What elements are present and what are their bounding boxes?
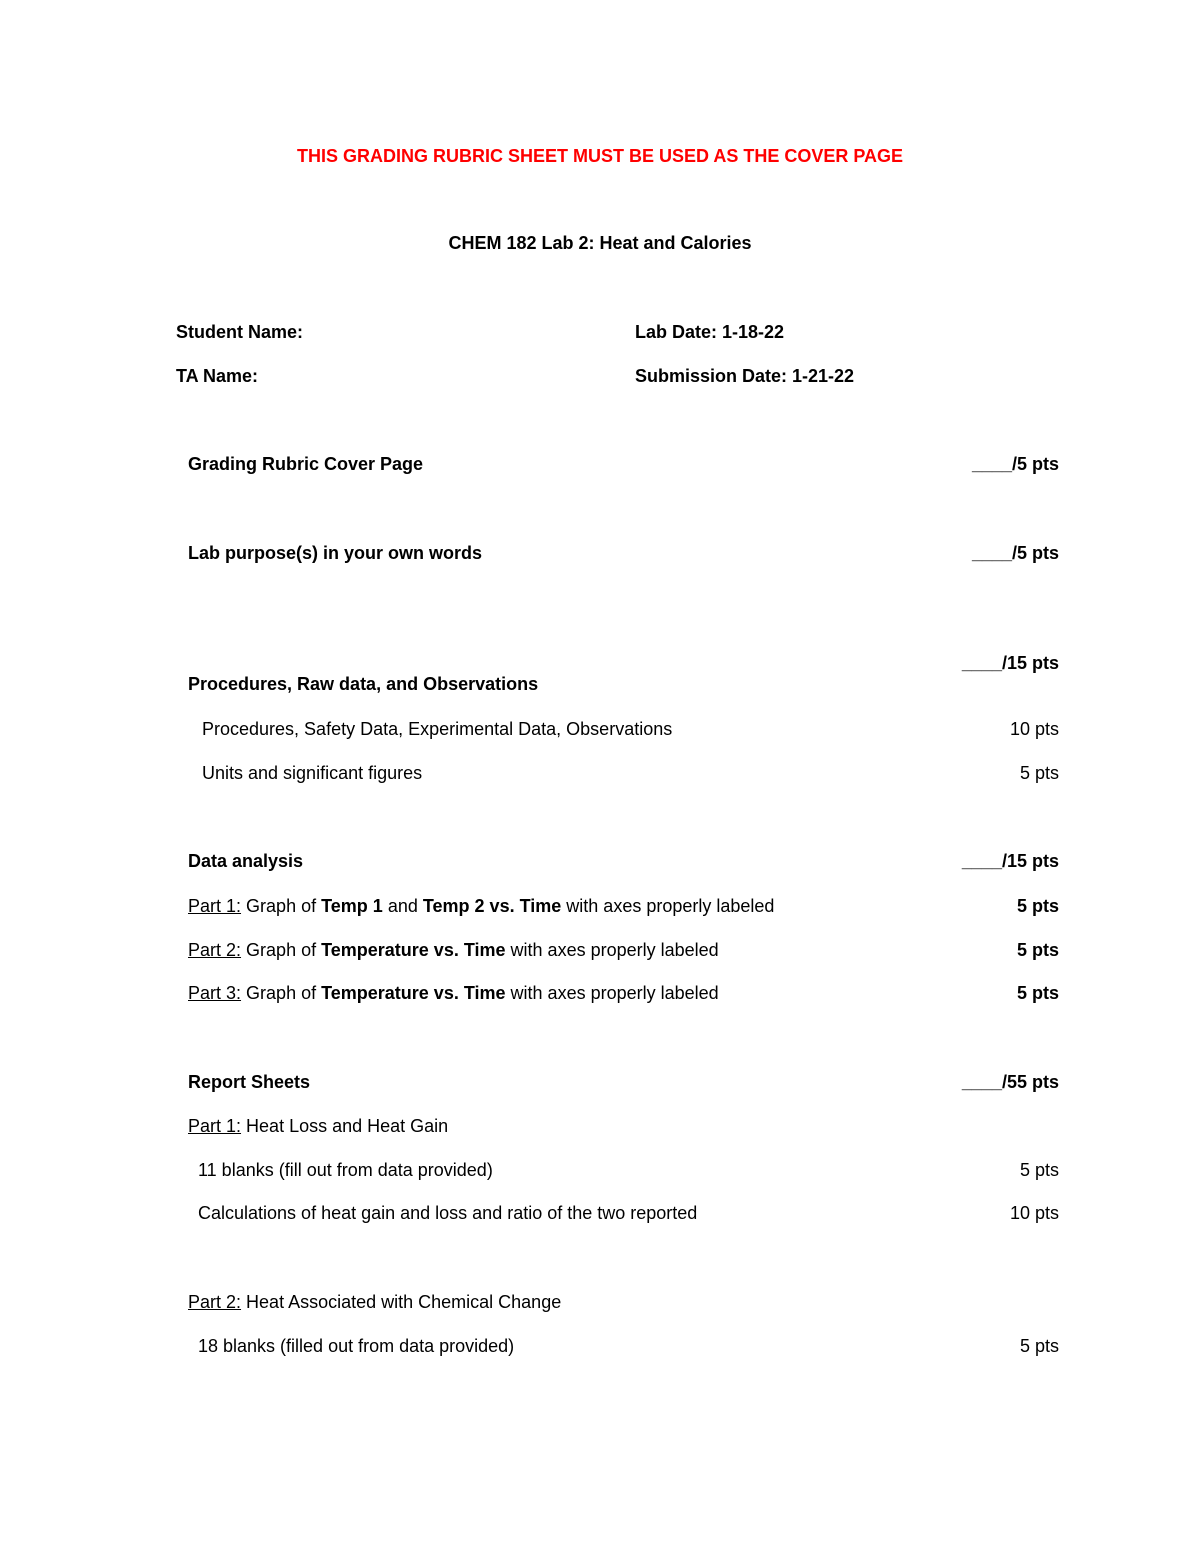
units-item-label: Units and significant figures [202, 763, 423, 783]
procedures-heading: Procedures, Raw data, and Observations [188, 674, 539, 694]
report-part-1-blanks-label: 11 blanks (fill out from data provided) [198, 1160, 493, 1180]
purpose-heading: Lab purpose(s) in your own words [188, 543, 483, 563]
purpose-points: ____/5 pts [971, 543, 1059, 563]
units-item-points: 5 pts [1019, 763, 1059, 783]
axes-labeled-text: with axes properly labeled [510, 940, 719, 960]
data-analysis-part-2-points: 5 pts [1016, 940, 1059, 960]
part-label: Part 1: [188, 896, 242, 916]
report-part-2-blanks-points: 5 pts [1019, 1336, 1059, 1356]
temperature-vs-time-text: Temperature vs. Time [321, 940, 506, 960]
temperature-vs-time-text: Temperature vs. Time [321, 983, 506, 1003]
report-part-1-blanks-points: 5 pts [1019, 1160, 1059, 1180]
report-part-1-calculations-label: Calculations of heat gain and loss and ratio of the two reported [198, 1203, 698, 1223]
report-sheets-heading: Report Sheets [188, 1072, 311, 1092]
report-part-1-calculations-points: 10 pts [1009, 1203, 1059, 1223]
and-text: and [387, 896, 418, 916]
student-name-label: Student Name: [176, 322, 304, 342]
report-part-2-blanks-label: 18 blanks (filled out from data provided) [198, 1336, 515, 1356]
graph-of-text: Graph of [246, 940, 317, 960]
data-analysis-part-1 [188, 895, 774, 917]
data-analysis-part-2 [188, 939, 719, 961]
data-analysis-part-3-points: 5 pts [1016, 983, 1059, 1003]
part-label: Part 1: [188, 1116, 242, 1136]
report-sheets-points: ____/55 pts [961, 1072, 1059, 1092]
data-analysis-part-3 [188, 982, 719, 1004]
graph-of-text: Graph of [246, 983, 317, 1003]
temp-1-text: Temp 1 [321, 896, 383, 916]
data-analysis-part-1-points: 5 pts [1016, 896, 1059, 916]
cover-page-heading: Grading Rubric Cover Page [188, 454, 424, 474]
cover-page-points: ____/5 pts [971, 454, 1059, 474]
axes-labeled-text: with axes properly labeled [510, 983, 719, 1003]
part-title: Heat Loss and Heat Gain [246, 1116, 449, 1136]
axes-labeled-text: with axes properly labeled [566, 896, 775, 916]
report-part-2-heading [188, 1291, 561, 1313]
part-label: Part 2: [188, 940, 242, 960]
submission-date: Submission Date: 1-21-22 [635, 366, 855, 386]
procedures-points: ____/15 pts [961, 653, 1059, 673]
report-part-1-heading [188, 1115, 448, 1137]
lab-date: Lab Date: 1-18-22 [635, 322, 785, 342]
part-label: Part 3: [188, 983, 242, 1003]
cover-page-warning: THIS GRADING RUBRIC SHEET MUST BE USED AS THE COVER PAGE [296, 146, 904, 166]
temp-2-vs-time-text: Temp 2 vs. Time [422, 896, 562, 916]
procedures-item-points: 10 pts [1009, 719, 1059, 739]
part-label: Part 2: [188, 1292, 242, 1312]
part-title: Heat Associated with Chemical Change [246, 1292, 562, 1312]
data-analysis-heading: Data analysis [188, 851, 304, 871]
data-analysis-points: ____/15 pts [961, 851, 1059, 871]
ta-name-label: TA Name: [176, 366, 259, 386]
graph-of-text: Graph of [246, 896, 317, 916]
procedures-item-label: Procedures, Safety Data, Experimental Data, Observations [202, 719, 673, 739]
document-title: CHEM 182 Lab 2: Heat and Calories [448, 233, 752, 253]
